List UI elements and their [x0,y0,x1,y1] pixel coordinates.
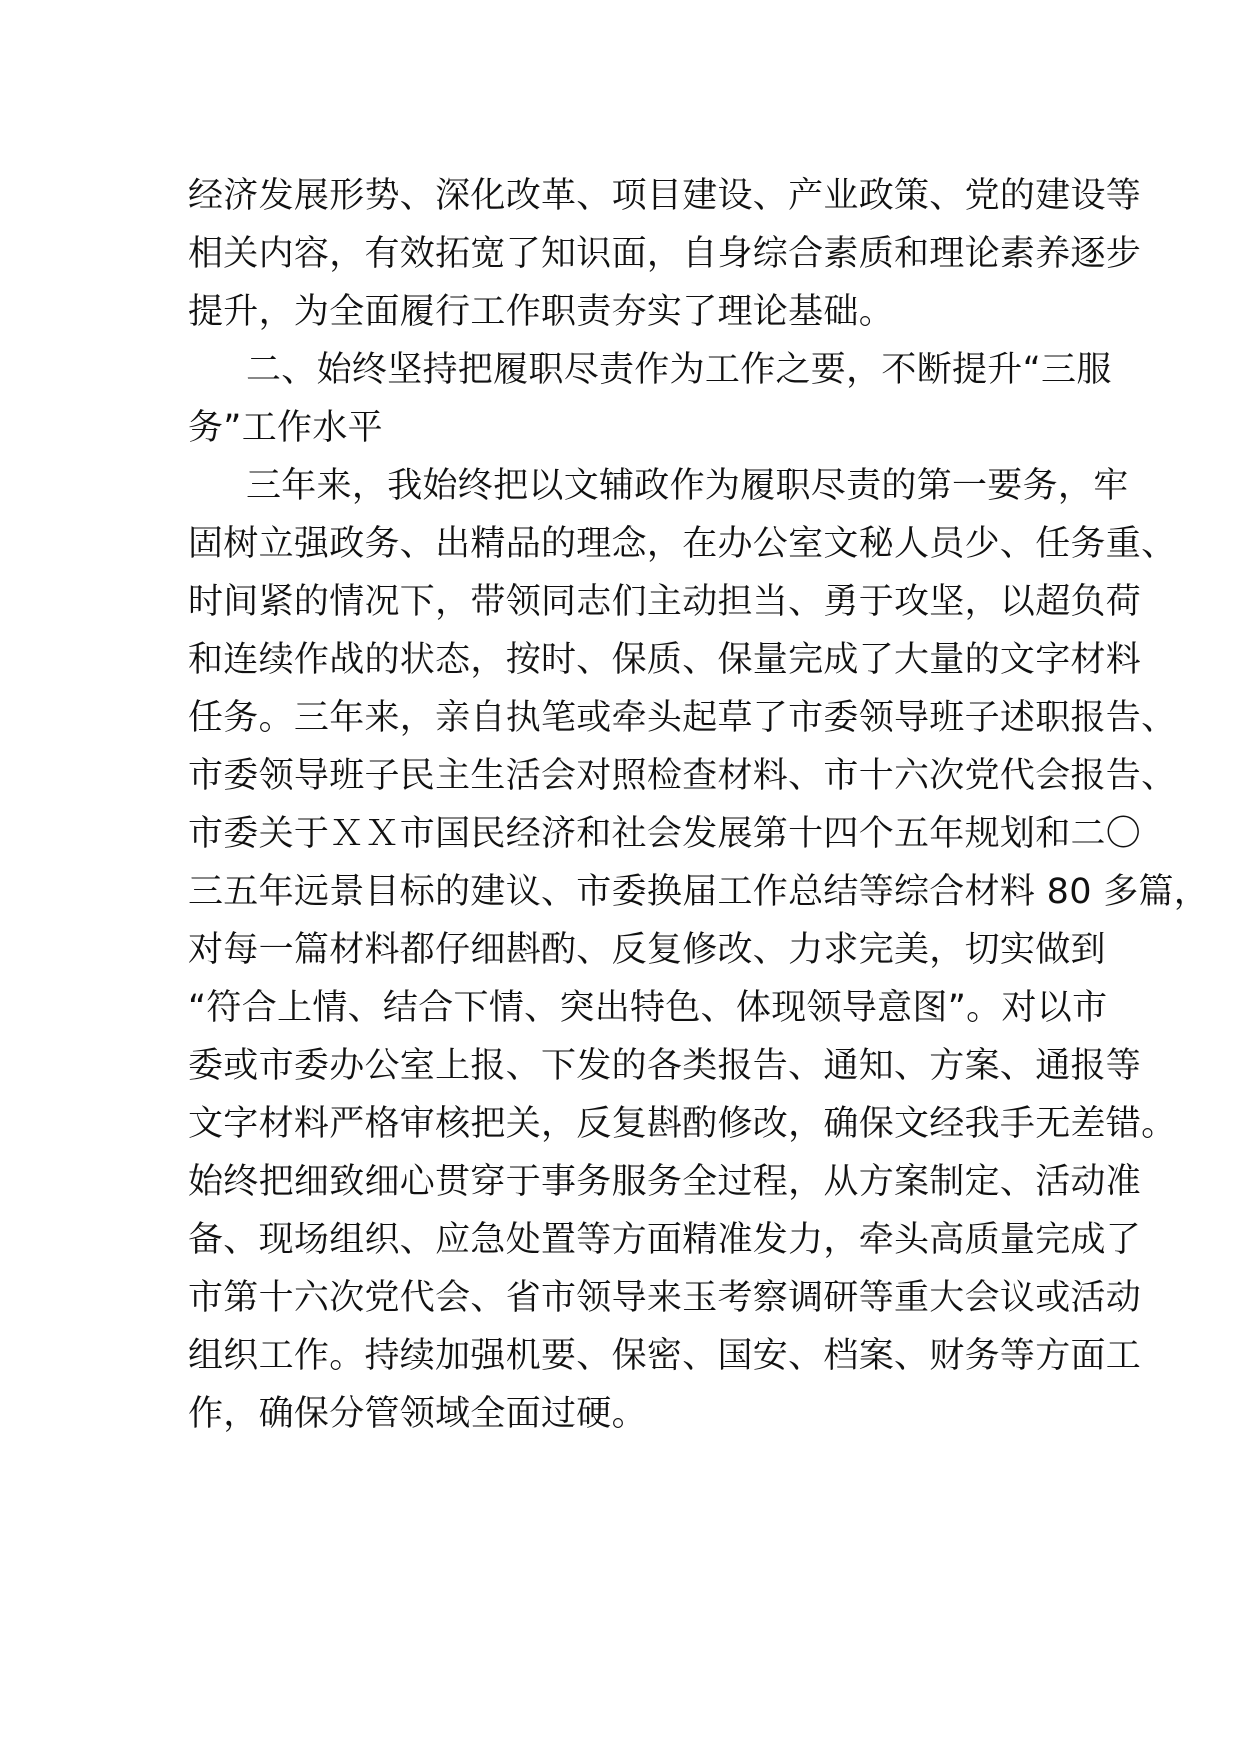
section-heading-line: 务”工作水平 [188,408,383,448]
body-text-line: 组织工作。持续加强机要、保密、国安、档案、财务等方面工 [188,1336,1142,1376]
body-text-line: 固树立强政务、出精品的理念，在办公室文秘人员少、任务重、 [188,524,1177,564]
body-text-line: 对每一篇材料都仔细斟酌、反复修改、力求完美，切实做到 [188,930,1106,970]
body-text-line: 市第十六次党代会、省市领导来玉考察调研等重大会议或活动 [188,1278,1142,1318]
body-text-line: 市委领导班子民主生活会对照检查材料、市十六次党代会报告、 [188,756,1177,796]
body-text-line: 任务。三年来，亲自执笔或牵头起草了市委领导班子述职报告、 [188,698,1177,738]
body-text-line: “符合上情、结合下情、突出特色、体现领导意图”。对以市 [188,988,1108,1028]
section-heading-line: 二、始终坚持把履职尽责作为工作之要，不断提升“三服 [246,350,1112,390]
body-text-line: 市委关于ＸＸ市国民经济和社会发展第十四个五年规划和二〇 [188,814,1142,854]
body-text-line: 文字材料严格审核把关，反复斟酌修改，确保文经我手无差错。 [188,1104,1177,1144]
body-text-line: 相关内容，有效拓宽了知识面，自身综合素质和理论素养逐步 [188,234,1142,274]
body-text-line: 三五年远景目标的建议、市委换届工作总结等综合材料 80 多篇， [188,872,1210,912]
body-text-line: 和连续作战的状态，按时、保质、保量完成了大量的文字材料 [188,640,1142,680]
body-text-line: 提升，为全面履行工作职责夯实了理论基础。 [188,292,895,332]
body-text-line: 作，确保分管领域全面过硬。 [188,1394,647,1434]
body-text-line: 委或市委办公室上报、下发的各类报告、通知、方案、通报等 [188,1046,1142,1086]
body-text-line: 始终把细致细心贯穿于事务服务全过程，从方案制定、活动准 [188,1162,1142,1202]
body-text-line: 时间紧的情况下，带领同志们主动担当、勇于攻坚，以超负荷 [188,582,1142,622]
body-text-line: 备、现场组织、应急处置等方面精准发力，牵头高质量完成了 [188,1220,1142,1260]
body-text-line: 三年来，我始终把以文辅政作为履职尽责的第一要务，牢 [246,466,1129,506]
body-text-line: 经济发展形势、深化改革、项目建设、产业政策、党的建设等 [188,176,1142,216]
